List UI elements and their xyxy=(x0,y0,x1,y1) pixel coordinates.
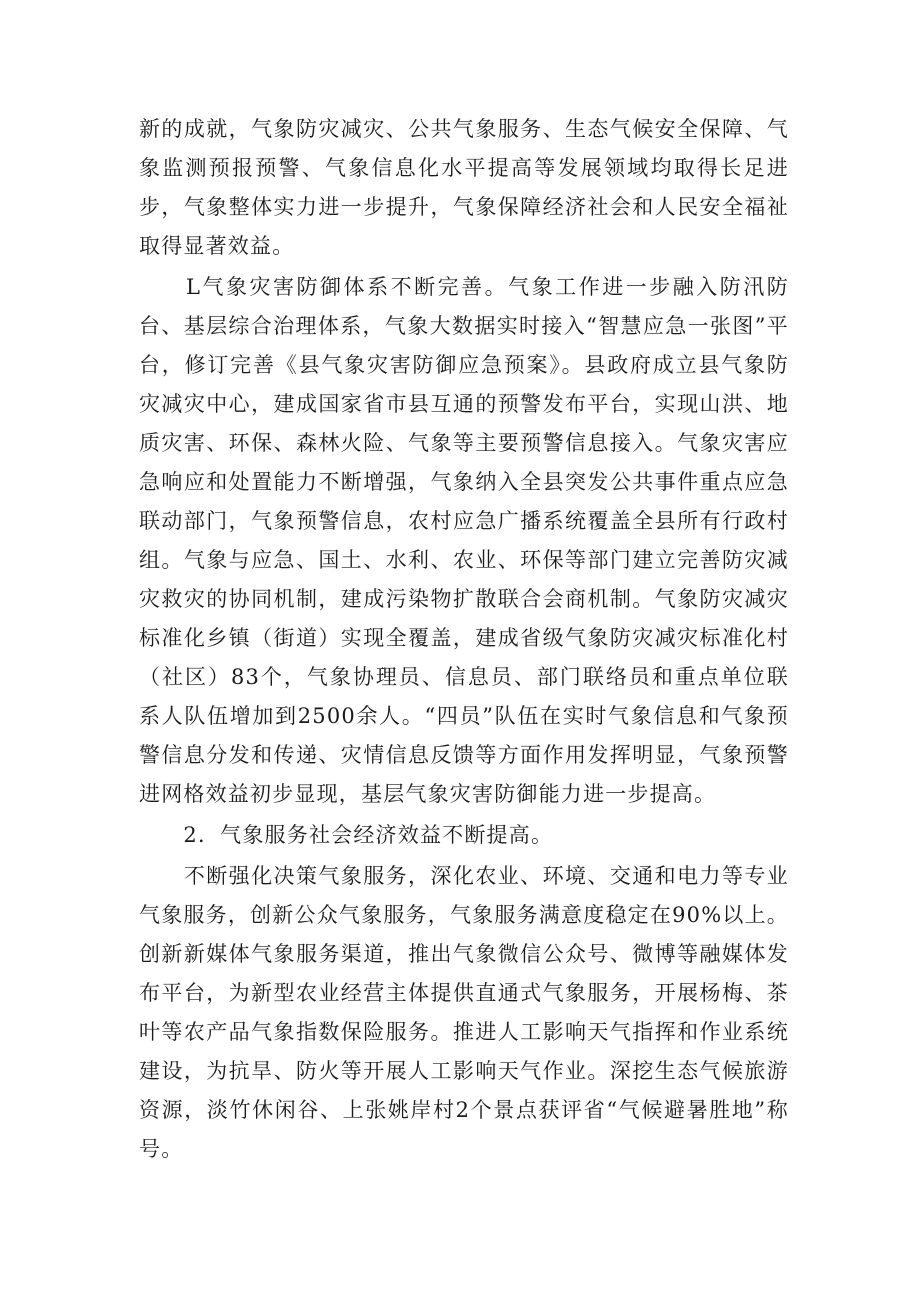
paragraph-intro-continuation: 新的成就，气象防灾减灾、公共气象服务、生态气候安全保障、气象监测预报预警、气象信息化水平提高等发展领域均取得长足进步，气象整体实力进一步提升，气象保障经济社会和人民安全福祉取得显著效益。 xyxy=(139,117,789,258)
paragraph-disaster-defense: L气象灾害防御体系不断完善。气象工作进一步融入防汛防台、基层综合治理体系，气象大数据实时接入“智慧应急一张图”平台，修订完善《县气象灾害防御应急预案》。县政府成立县气象防灾减灾中心，建成国家省市县互通的预警发布平台，实现山洪、地质灾害、环保、森林火险、气象等主要预警信息接入。气象灾害应急响应和处置能力不断增强，气象纳入全县突发公共事件重点应急联动部门，气象预警信息，农村应急广播系统覆盖全县所有行政村组。气象与应急、国土、水利、农业、环保等部门建立完善防灾减灾救灾的协同机制，建成污染物扩散联合会商机制。气象防灾减灾标准化乡镇（街道）实现全覆盖，建成省级气象防灾减灾标准化村（社区）83个，气象协理员、信息员、部门联络员和重点单位联系人队伍增加到2500余人。“四员”队伍在实时气象信息和气象预警信息分发和传递、灾情信息反馈等方面作用发挥明显，气象预警进网格效益初步显现，基层气象灾害防御能力进一步提高。 xyxy=(139,275,789,806)
document-body xyxy=(139,110,789,1169)
section-heading-service-benefits: 2．气象服务社会经济效益不断提高。 xyxy=(139,823,554,847)
paragraph-service-benefits: 不断强化决策气象服务，深化农业、环境、交通和电力等专业气象服务，创新公众气象服务，气象服务满意度稳定在90%以上。创新新媒体气象服务渠道，推出气象微信公众号、微博等融媒体发布平台，为新型农业经营主体提供直通式气象服务，开展杨梅、茶叶等农产品气象指数保险服务。推进人工影响天气指挥和作业系统建设，为抗旱、防火等开展人工影响天气作业。深挖生态气候旅游资源，淡竹休闲谷、上张姚岸村2个景点获评省“气候避暑胜地”称号。 xyxy=(139,864,789,1161)
